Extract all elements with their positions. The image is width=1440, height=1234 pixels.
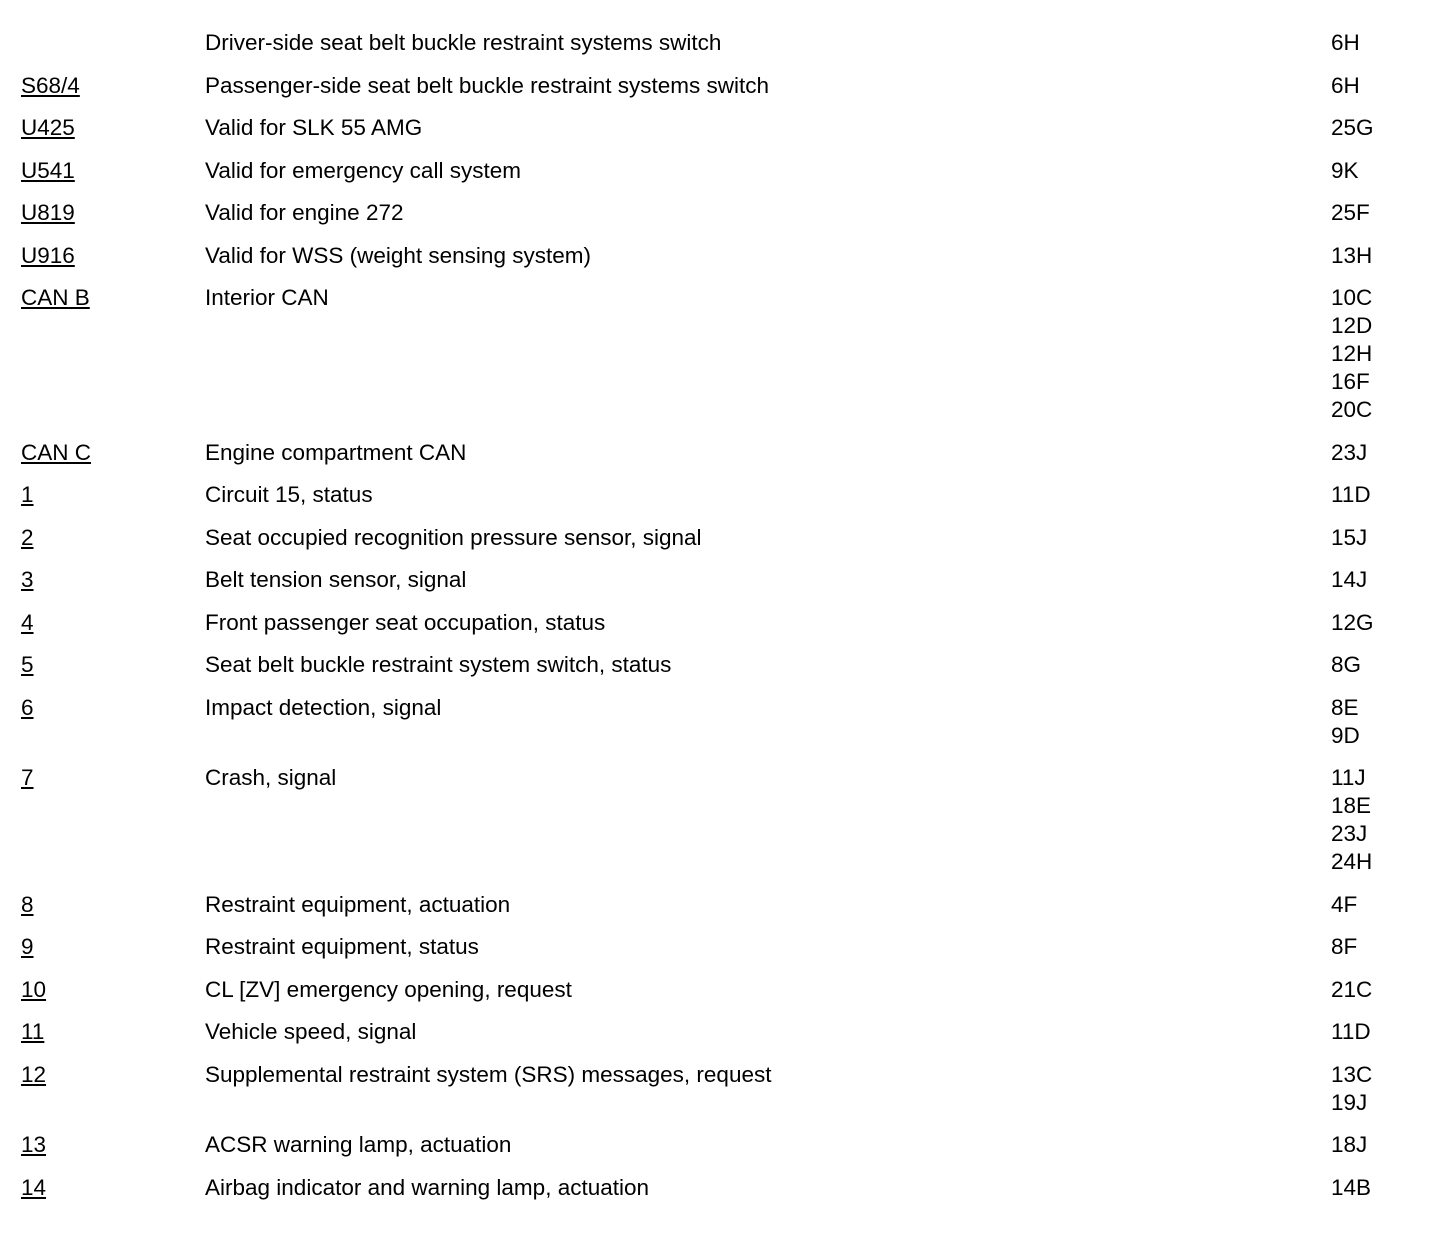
legend-description: Valid for engine 272 bbox=[205, 200, 404, 225]
legend-description: Valid for WSS (weight sensing system) bbox=[205, 242, 591, 268]
legend-grid-refs bbox=[1331, 651, 1361, 679]
legend-description: Vehicle speed, signal bbox=[205, 1019, 417, 1044]
legend-code-link[interactable]: U425 bbox=[21, 115, 75, 140]
legend-grid-ref: 16F bbox=[1331, 369, 1370, 394]
legend-code-link[interactable]: U916 bbox=[21, 242, 75, 268]
legend-grid-ref: 13C bbox=[1331, 1061, 1373, 1087]
legend-grid-refs bbox=[1331, 891, 1357, 919]
legend-description: Front passenger seat occupation, status bbox=[205, 609, 606, 635]
legend-grid-ref: 4F bbox=[1331, 891, 1358, 917]
legend-grid-refs bbox=[1331, 439, 1367, 467]
legend-grid-refs bbox=[1331, 976, 1372, 1004]
legend-code-link[interactable]: 2 bbox=[21, 524, 34, 550]
legend-description: Crash, signal bbox=[205, 765, 337, 790]
legend-code-link[interactable]: 8 bbox=[21, 891, 34, 917]
legend-description: ACSR warning lamp, actuation bbox=[205, 1132, 512, 1157]
legend-grid-ref: 20C bbox=[1331, 397, 1373, 422]
legend-grid-ref: 11D bbox=[1331, 1019, 1371, 1044]
legend-description: Valid for emergency call system bbox=[205, 157, 521, 183]
legend-code-link[interactable]: 4 bbox=[21, 609, 34, 635]
legend-description: Belt tension sensor, signal bbox=[205, 567, 467, 592]
legend-description: Seat occupied recognition pressure sensor, signal bbox=[205, 524, 702, 550]
legend-code-link[interactable]: 1 bbox=[21, 482, 34, 507]
legend-code-link[interactable]: CAN B bbox=[21, 285, 90, 310]
legend-grid-ref: 24H bbox=[1331, 849, 1373, 874]
legend-grid-ref: 9K bbox=[1331, 157, 1359, 183]
legend-grid-refs bbox=[1331, 1131, 1367, 1159]
legend-grid-ref: 15J bbox=[1331, 524, 1368, 550]
legend-description: CL [ZV] emergency opening, request bbox=[205, 976, 572, 1002]
legend-grid-refs bbox=[1331, 1061, 1372, 1117]
legend-grid-ref: 8G bbox=[1331, 652, 1362, 677]
legend-grid-ref: 11J bbox=[1331, 765, 1366, 790]
legend-row bbox=[0, 764, 1440, 891]
legend-row bbox=[0, 933, 1440, 976]
legend-code-link[interactable]: 12 bbox=[21, 1061, 47, 1087]
legend-code-link[interactable]: U819 bbox=[21, 200, 75, 225]
legend-row bbox=[0, 524, 1440, 567]
legend-grid-ref: 23J bbox=[1331, 439, 1368, 465]
legend-description: Engine compartment CAN bbox=[205, 439, 467, 465]
legend-code-link[interactable]: 6 bbox=[21, 694, 34, 720]
legend-grid-ref: 14J bbox=[1331, 567, 1368, 592]
legend-row bbox=[0, 1174, 1440, 1217]
legend-row bbox=[0, 199, 1440, 242]
legend-grid-refs bbox=[1331, 199, 1370, 227]
legend-grid-ref: 8E bbox=[1331, 694, 1359, 720]
legend-code-link[interactable]: S68/4 bbox=[21, 72, 80, 98]
legend-grid-ref: 25G bbox=[1331, 115, 1374, 140]
legend-code-link[interactable]: U541 bbox=[21, 157, 75, 183]
legend-table bbox=[0, 29, 1440, 1216]
legend-grid-refs bbox=[1331, 566, 1367, 594]
legend-row bbox=[0, 1131, 1440, 1174]
legend-code-link[interactable]: 11 bbox=[21, 1019, 45, 1044]
legend-description: Airbag indicator and warning lamp, actuation bbox=[205, 1174, 650, 1200]
legend-grid-ref: 25F bbox=[1331, 200, 1370, 225]
legend-grid-ref: 11D bbox=[1331, 482, 1371, 507]
legend-grid-ref: 19J bbox=[1331, 1089, 1368, 1115]
legend-code-link[interactable]: 14 bbox=[21, 1174, 47, 1200]
legend-grid-refs bbox=[1331, 284, 1372, 424]
legend-grid-ref: 23J bbox=[1331, 821, 1368, 846]
legend-row bbox=[0, 114, 1440, 157]
legend-grid-ref: 13H bbox=[1331, 242, 1373, 268]
legend-grid-refs bbox=[1331, 72, 1360, 100]
legend-grid-refs bbox=[1331, 694, 1360, 750]
legend-grid-ref: 18E bbox=[1331, 793, 1372, 818]
legend-code-link[interactable]: 7 bbox=[21, 765, 34, 790]
legend-description: Valid for SLK 55 AMG bbox=[205, 115, 423, 140]
legend-grid-ref: 21C bbox=[1331, 976, 1373, 1002]
legend-description: Supplemental restraint system (SRS) messages, request bbox=[205, 1061, 772, 1087]
legend-description: Interior CAN bbox=[205, 285, 329, 310]
legend-description: Passenger-side seat belt buckle restraint systems switch bbox=[205, 72, 769, 98]
legend-row bbox=[0, 29, 1440, 72]
legend-code-link[interactable]: 10 bbox=[21, 976, 47, 1002]
legend-description: Restraint equipment, actuation bbox=[205, 891, 511, 917]
legend-grid-refs bbox=[1331, 524, 1367, 552]
legend-code-link[interactable]: 13 bbox=[21, 1132, 47, 1157]
legend-code-link[interactable]: 5 bbox=[21, 652, 34, 677]
legend-row bbox=[0, 481, 1440, 524]
legend-description: Circuit 15, status bbox=[205, 482, 373, 507]
legend-description: Driver-side seat belt buckle restraint systems switch bbox=[205, 30, 722, 55]
legend-grid-refs bbox=[1331, 933, 1357, 961]
legend-row bbox=[0, 891, 1440, 934]
legend-row bbox=[0, 242, 1440, 285]
legend-code-link[interactable]: CAN C bbox=[21, 439, 92, 465]
legend-row bbox=[0, 157, 1440, 200]
legend-grid-refs bbox=[1331, 609, 1374, 637]
legend-description: Impact detection, signal bbox=[205, 694, 442, 720]
legend-code-link[interactable]: 9 bbox=[21, 934, 34, 959]
legend-grid-refs bbox=[1331, 242, 1372, 270]
legend-grid-ref: 18J bbox=[1331, 1132, 1368, 1157]
legend-grid-ref: 12H bbox=[1331, 341, 1373, 366]
legend-grid-refs bbox=[1331, 1174, 1371, 1202]
legend-grid-ref: 12D bbox=[1331, 313, 1373, 338]
legend-row bbox=[0, 1061, 1440, 1132]
legend-grid-ref: 9D bbox=[1331, 722, 1360, 748]
legend-grid-refs bbox=[1331, 1018, 1371, 1046]
legend-row bbox=[0, 609, 1440, 652]
legend-grid-refs bbox=[1331, 114, 1374, 142]
legend-row bbox=[0, 1018, 1440, 1061]
legend-grid-ref: 8F bbox=[1331, 934, 1358, 959]
legend-row bbox=[0, 976, 1440, 1019]
legend-grid-refs bbox=[1331, 481, 1371, 509]
legend-row bbox=[0, 694, 1440, 765]
legend-row bbox=[0, 439, 1440, 482]
legend-grid-refs bbox=[1331, 157, 1359, 185]
legend-grid-ref: 6H bbox=[1331, 30, 1360, 55]
legend-grid-ref: 14B bbox=[1331, 1174, 1372, 1200]
legend-grid-ref: 6H bbox=[1331, 72, 1360, 98]
legend-row bbox=[0, 284, 1440, 439]
legend-grid-refs bbox=[1331, 29, 1360, 57]
legend-grid-refs bbox=[1331, 764, 1372, 876]
legend-code-link[interactable]: 3 bbox=[21, 567, 34, 592]
legend-grid-ref: 12G bbox=[1331, 609, 1374, 635]
legend-description: Restraint equipment, status bbox=[205, 934, 479, 959]
legend-row bbox=[0, 566, 1440, 609]
legend-row bbox=[0, 72, 1440, 115]
legend-grid-ref: 10C bbox=[1331, 285, 1373, 310]
legend-description: Seat belt buckle restraint system switch, status bbox=[205, 652, 672, 677]
legend-row bbox=[0, 651, 1440, 694]
